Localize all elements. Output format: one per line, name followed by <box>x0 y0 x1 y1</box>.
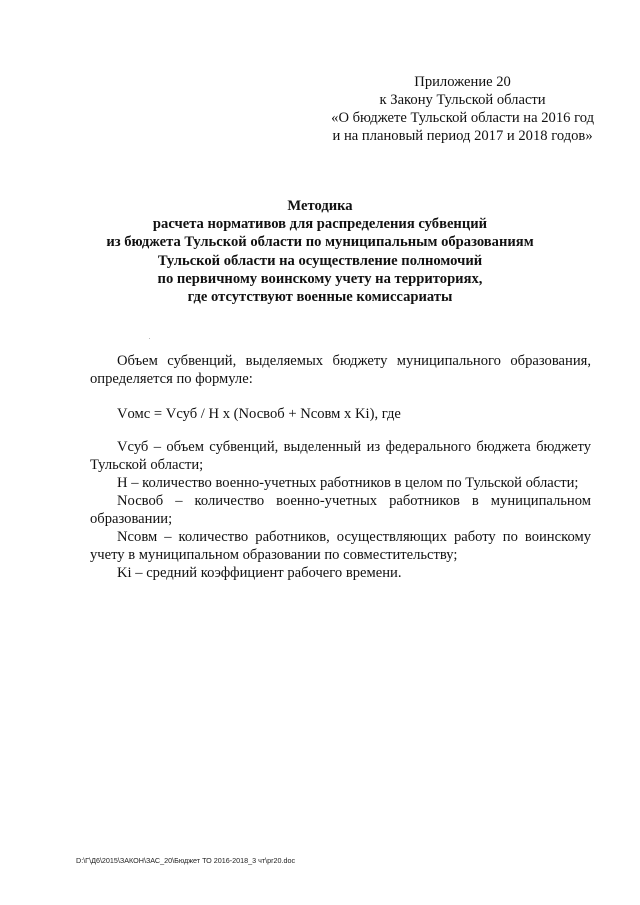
appendix-number: Приложение 20 <box>414 74 511 90</box>
title-line-3: из бюджета Тульской области по муниципальным образованиям <box>106 234 534 251</box>
formula-section <box>90 405 591 423</box>
title-line-2: расчета нормативов для распределения субвенций <box>152 216 488 233</box>
scan-speck <box>149 338 150 339</box>
appendix-law-title-line2: и на плановый период 2017 и 2018 годов» <box>332 128 593 144</box>
formula-line: Vомс = Vсуб / Н х (Nосвоб + Nсовм х Ki), где <box>117 406 401 422</box>
definition-nsovm: Nсовм – количество работников, осуществляющих работу по воинскому учету в муниципальном образовании по совместительству; <box>90 529 591 563</box>
definition-ki: Ki – средний коэффициент рабочего времени. <box>117 565 402 581</box>
title-line-6: где отсутствуют военные комиссариаты <box>187 289 453 306</box>
appendix-law-reference: к Закону Тульской области <box>379 92 546 108</box>
appendix-header <box>331 73 594 145</box>
definition-vsub: Vсуб – объем субвенций, выделенный из федерального бюджета бюджету Тульской области; <box>90 439 591 473</box>
title-line-4: Тульской области на осуществление полномочий <box>157 252 483 269</box>
title-line-1: Методика <box>287 198 353 214</box>
definitions-list <box>90 438 591 582</box>
file-path-footer: D:\Г\Д6\2015\ЗАКОН\ЗАС_20\Бюджет ТО 2016-2018_3 чт\pr20.doc <box>76 856 296 865</box>
definition-nosvob: Nосвоб – количество военно-учетных работников в муниципальном образовании; <box>90 493 591 527</box>
intro-paragraph: Объем субвенций, выделяемых бюджету муниципального образования, определяется по формуле: <box>90 353 591 387</box>
document-title <box>90 197 550 306</box>
definition-n: Н – количество военно-учетных работников в целом по Тульской области; <box>117 475 579 491</box>
title-line-5: по первичному воинскому учету на территориях, <box>157 270 483 287</box>
intro-section <box>90 352 591 388</box>
appendix-law-title-line1: «О бюджете Тульской области на 2016 год <box>331 110 594 126</box>
